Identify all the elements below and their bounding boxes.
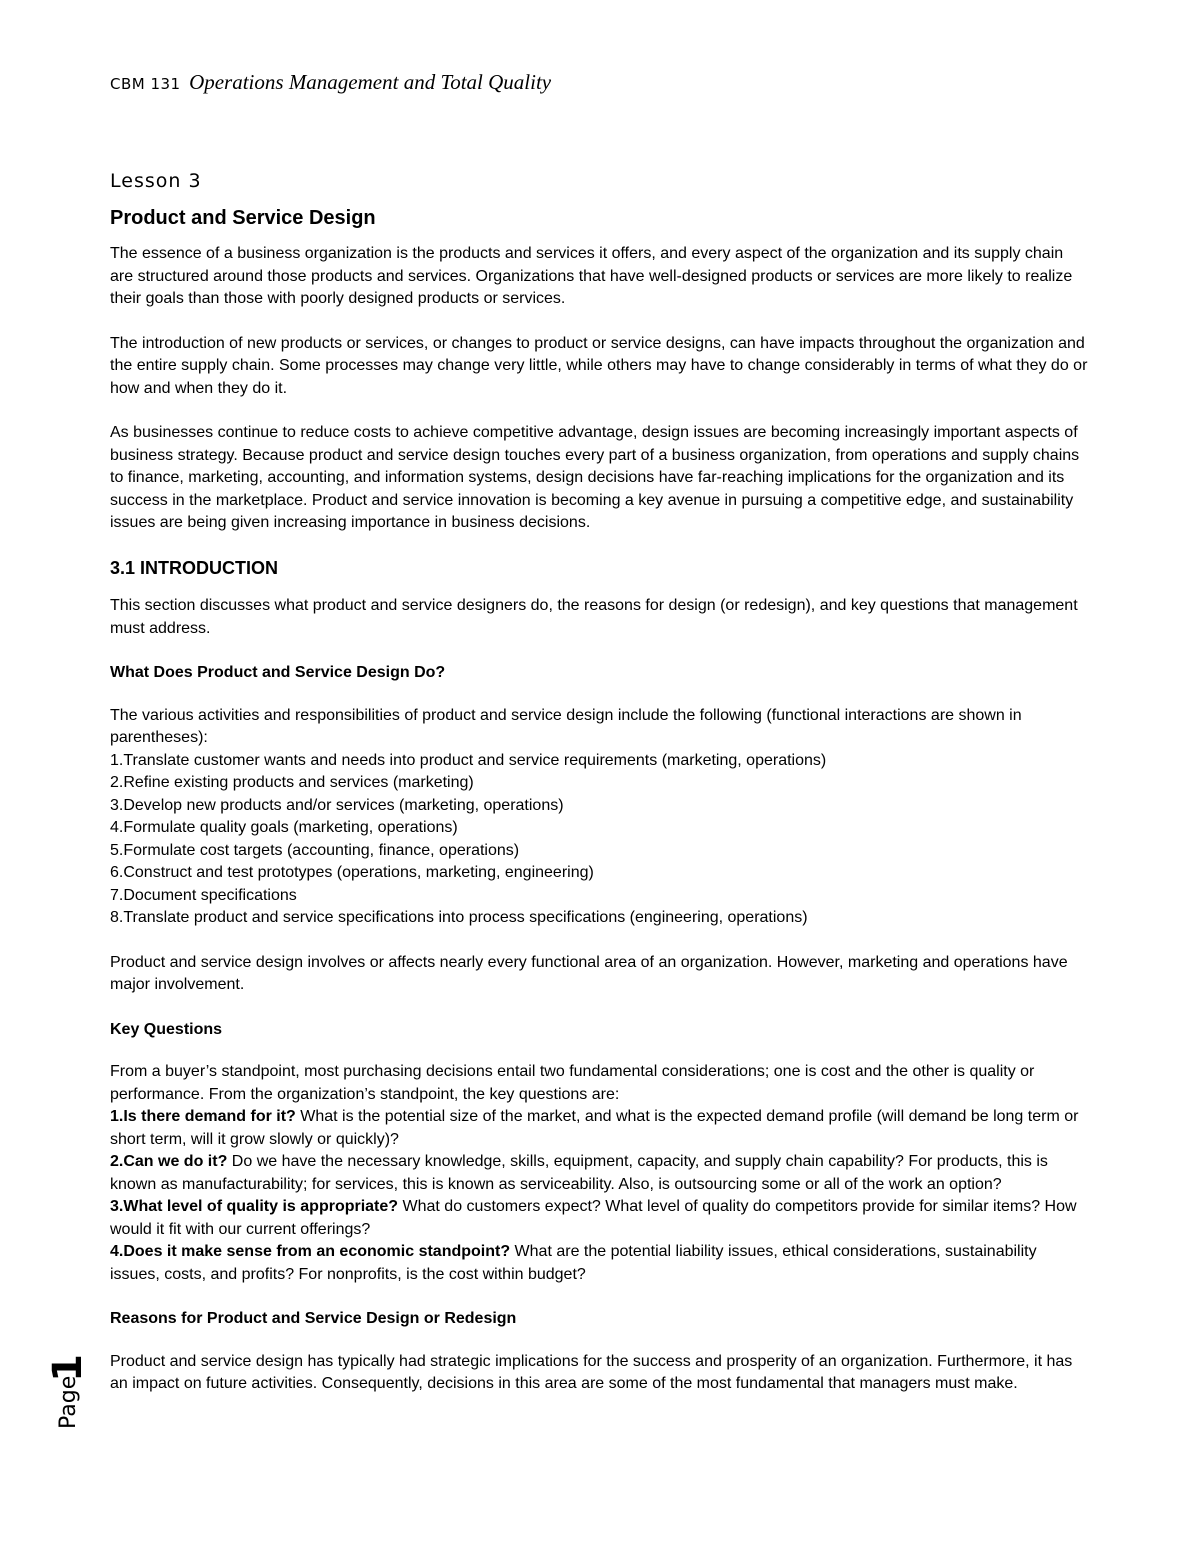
page-number: 1 — [44, 1354, 91, 1382]
subheading-key-questions: Key Questions — [110, 1020, 223, 1038]
list-item: 7.Document specifications — [110, 886, 297, 904]
intro-paragraph: The introduction of new products or services, or changes to product or service designs, can have impacts throughout the organization and the entire supply chain. Some processes may change very little, while others may have to change considerably in terms of what they do or how and when they do it. — [110, 334, 1088, 397]
lesson-title: Product and Service Design — [110, 206, 376, 229]
intro-paragraph: As businesses continue to reduce costs to achieve competitive advantage, design issues are becoming increasingly important aspects of business strategy. Because product and service design touches every part of a business organization, from operations and supply chains to finance, marketing, accounting, and information systems, design decisions have far-reaching implications for the organization and its success in the marketplace. Product and service innovation is becoming a key avenue in pursuing a competitive edge, and sustainability issues are being given increasing importance in business decisions. — [110, 424, 1080, 531]
section-intro-paragraph: This section discusses what product and service designers do, the reasons for design (or redesign), and key questions that management must address. — [110, 597, 1078, 637]
key-question: 3.What level of quality is appropriate? — [110, 1198, 399, 1215]
subheading-reasons: Reasons for Product and Service Design or Redesign — [110, 1310, 517, 1327]
page-number-marker — [44, 1354, 91, 1435]
section-heading: 3.1 INTRODUCTION — [110, 557, 279, 578]
list-item: 4.Formulate quality goals (marketing, operations) — [110, 819, 458, 836]
activities-intro: The various activities and responsibilities of product and service design include the following (functional interactions are shown in parentheses): — [110, 706, 1022, 746]
activities-list — [110, 750, 1090, 930]
key-question-detail: What do customers expect? What level of quality do competitors provide for similar items? How would it fit with our current offerings? — [110, 1198, 1077, 1238]
reasons-paragraph: Product and service design has typically had strategic implications for the success and prosperity of an organization. Furthermore, it has an impact on future activities. Consequently, decisions in this area are some of the most fundamental that managers must make. — [110, 1352, 1073, 1392]
involvement-paragraph: Product and service design involves or affects nearly every functional area of an organization. However, marketing and operations have major involvement. — [110, 953, 1068, 993]
key-questions-list — [110, 1106, 1090, 1286]
page-label: Page — [56, 1375, 81, 1429]
key-question-item — [110, 1151, 1090, 1196]
list-item: 1.Translate customer wants and needs into product and service requirements (marketing, operations) — [110, 751, 827, 769]
list-item: 6.Construct and test prototypes (operations, marketing, engineering) — [110, 864, 594, 881]
key-question: 4.Does it make sense from an economic standpoint? — [110, 1243, 511, 1260]
subheading-what-does-design-do: What Does Product and Service Design Do? — [110, 664, 446, 681]
list-item: 8.Translate product and service specifications into process specifications (engineering, operations) — [110, 909, 808, 926]
key-question: 1.Is there demand for it? — [110, 1108, 296, 1125]
key-question-item — [110, 1106, 1090, 1151]
document-body — [110, 170, 1090, 1418]
key-question-item — [110, 1241, 1090, 1286]
list-item: 5.Formulate cost targets (accounting, finance, operations) — [110, 841, 520, 859]
intro-paragraph: The essence of a business organization is the products and services it offers, and every aspect of the organization and its supply chain are structured around those products and services. Organizations that have well-designed products or services are more likely to realize their goals than those with poorly designed products or services. — [110, 245, 1073, 307]
key-question-detail: Do we have the necessary knowledge, skills, equipment, capacity, and supply chain capability? For products, this is known as manufacturability; for services, this is known as serviceability. Also, is outsourcing some or all of the work an option? — [110, 1153, 1048, 1193]
key-questions-intro: From a buyer’s standpoint, most purchasing decisions entail two fundamental considerations; one is cost and the other is quality or performance. From the organization’s standpoint, the key questions are: — [110, 1063, 1035, 1103]
course-name: Operations Management and Total Quality — [189, 70, 552, 94]
course-header — [110, 70, 551, 95]
key-question-detail: What is the potential size of the market, and what is the expected demand profile (will demand be long term or short term, will it grow slowly or quickly)? — [110, 1108, 1079, 1148]
course-code: CBM 131 — [110, 75, 181, 93]
key-question-item — [110, 1196, 1090, 1241]
key-question-detail: What are the potential liability issues, ethical considerations, sustainability issues, costs, and profits? For nonprofits, is the cost within budget? — [110, 1243, 1037, 1283]
list-item: 3.Develop new products and/or services (marketing, operations) — [110, 796, 564, 814]
key-question: 2.Can we do it? — [110, 1153, 228, 1170]
lesson-label: Lesson 3 — [110, 170, 202, 192]
list-item: 2.Refine existing products and services (marketing) — [110, 774, 474, 791]
